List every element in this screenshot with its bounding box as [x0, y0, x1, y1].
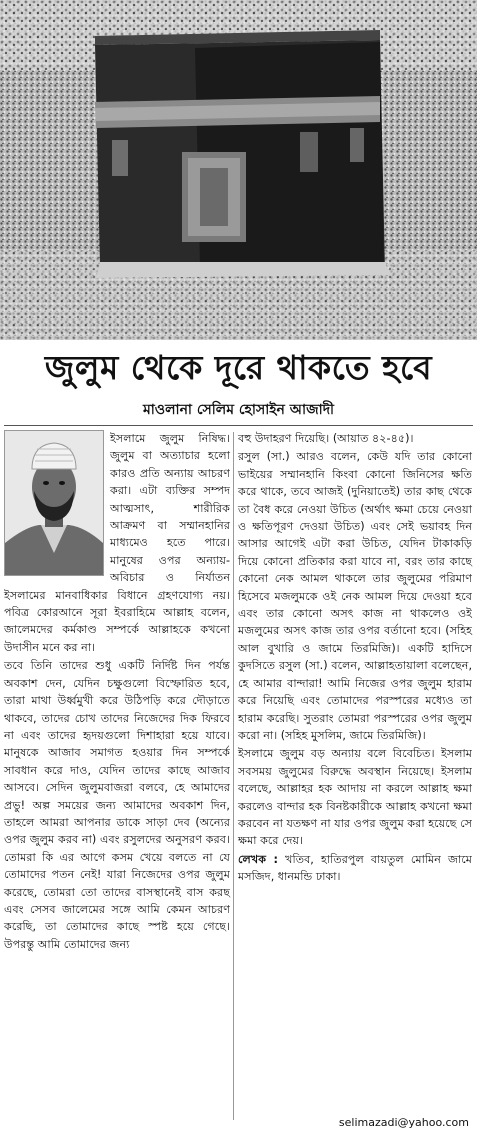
paragraph: বহু উদাহরণ দিয়েছি। (আয়াত ৪২-৪৫)।: [238, 432, 414, 445]
article-column-left: [4, 430, 230, 954]
writer-label: লেখক :: [238, 852, 278, 866]
author-email[interactable]: selimazadi@yahoo.com: [338, 1116, 469, 1129]
column-divider: [233, 432, 234, 1120]
author-photo: [4, 430, 104, 576]
headline: জুলুম থেকে দূরে থাকতে হবে: [44, 348, 433, 387]
writer-info: খতিব, হাতিরপুল বায়তুল মোমিন জামে মসজিদ, ধানমন্ডি ঢাকা।: [238, 852, 473, 884]
divider: [4, 425, 473, 426]
article-column-right: [238, 430, 472, 887]
writer-note: [238, 851, 472, 886]
kaaba-photo: [0, 0, 477, 340]
paragraph: রসুল (সা.) আরও বলেন, কেউ যদি তার কোনো ভাইয়ের সম্মানহানি কিংবা কোনো জিনিসের ক্ষতি করে থাকে, তবে আজই (দুনিয়াতেই) তার কাছ থেকে তা বৈধ করে নেওয়া উচিত (অর্থাৎ ক্ষমা চেয়ে নেওয়া ও ক্ষতিপূরণ দেওয়া উচিত) এবং সেই ভয়াবহ দিন আসার আগেই এটা করা উচিত, যেদিন টাকাকড়ি দিয়ে কোনো প্রতিকার করা যাবে না, বরং তার কাছে কোনো নেক আমল থাকলে তার জুলুমের পরিমাণ হিসেবে মজলুমকে ওই নেক আমল দিয়ে দেওয়া হবে এবং তার কোনো অসৎ কাজ না থাকলেও ওই মজলুমের অসৎ কাজ তার ওপর বর্তানো হবে। (সহিহ আল বুখারি ও জামে তিরমিজি)। একটি হাদিসে কুদসিতে রসুল (সা.) বলেন, আল্লাহতায়ালা বলেছেন, হে আমার বান্দারা! আমি নিজের ওপর জুলুম হারাম করে নিয়েছি এবং তোমাদের পরস্পরের মধ্যেও তা হারাম করেছি। সুতরাং তোমরা পরস্পরের ওপর জুলুম করো না। (সহিহ মুসলিম, জামে তিরমিজি)।: [238, 450, 472, 742]
paragraph: ইসলামে জুলুম নিষিদ্ধ। জুলুম বা অত্যাচার হলো কারও প্রতি অন্যায় আচরণ করা। এটা ব্যক্তির সম্পদ আত্মসাৎ, শারীরিক আক্রমণ বা সম্মানহানির মাধ্যমেও হতে পারে। মানুষের ওপর অন্যায়-অবিচার ও নির্যাতন ইসলামের মানবাধিকার বিধানে গ্রহণযোগ্য নয়। পবিত্র কোরআনে সূরা ইবরাহিমে আল্লাহ বলেন, জালেমদের কর্মকাণ্ড সম্পর্কে আল্লাহকে কখনো উদাসীন মনে কর না।: [4, 432, 230, 654]
paragraph: তবে তিনি তাদের শুধু একটি নির্দিষ্ট দিন পর্যন্ত অবকাশ দেন, যেদিন চক্ষুগুলো বিস্ফোরিত হবে, তারা মাথা উর্ধ্বমুখী করে উঠিপড়ি করে দৌড়াতে থাকবে, তাদের চোখ তাদের নিজেদের দিক ফিরবে না এবং তাদের হৃদয়গুলো দিশাহারা হয়ে যাবে। মানুষকে আজাব সমাগত হওয়ার দিন সম্পর্কে সাবধান করে দাও, যেদিন তাদের কাছে আজাব আসবে। সেদিন জুলুমবাজরা বলবে, হে আমাদের প্রভু! অল্প সময়ের জন্য আমাদের অবকাশ দিন, তাহলে আমরা আপনার ডাকে সাড়া দেব (অন্যের ওপর জুলুম করব না) এবং রসুলদের অনুসরণ করব। তোমরা কি এর আগে কসম খেয়ে বলতে না যে তোমাদের পতন নেই! যারা নিজেদের ওপর জুলুম করেছে, তোমরা তো তাদের বাসস্থানেই বাস করছ এবং সেসব জালেমের সঙ্গে আমি কেমন আচরণ করেছি, তা তোমাদের কাছে স্পষ্ট হয়ে গেছে। উপরন্তু আমি তোমাদের জন্য: [4, 659, 230, 951]
author-byline: মাওলানা সেলিম হোসাইন আজাদী: [142, 402, 335, 418]
paragraph: ইসলামে জুলুম বড় অন্যায় বলে বিবেচিত। ইসলাম সবসময় জুলুমের বিরুদ্ধে অবস্থান নিয়েছে। ইসলাম বলেছে, আল্লাহর হক আদায় না করলে আল্লাহ ক্ষমা করলেও বান্দার হক বিনষ্টকারীকে আল্লাহ কখনো ক্ষমা করবেন না যতক্ষণ না যার ওপর জুলুম করা হয়েছে সে ক্ষমা করে দেয়।: [238, 747, 472, 848]
